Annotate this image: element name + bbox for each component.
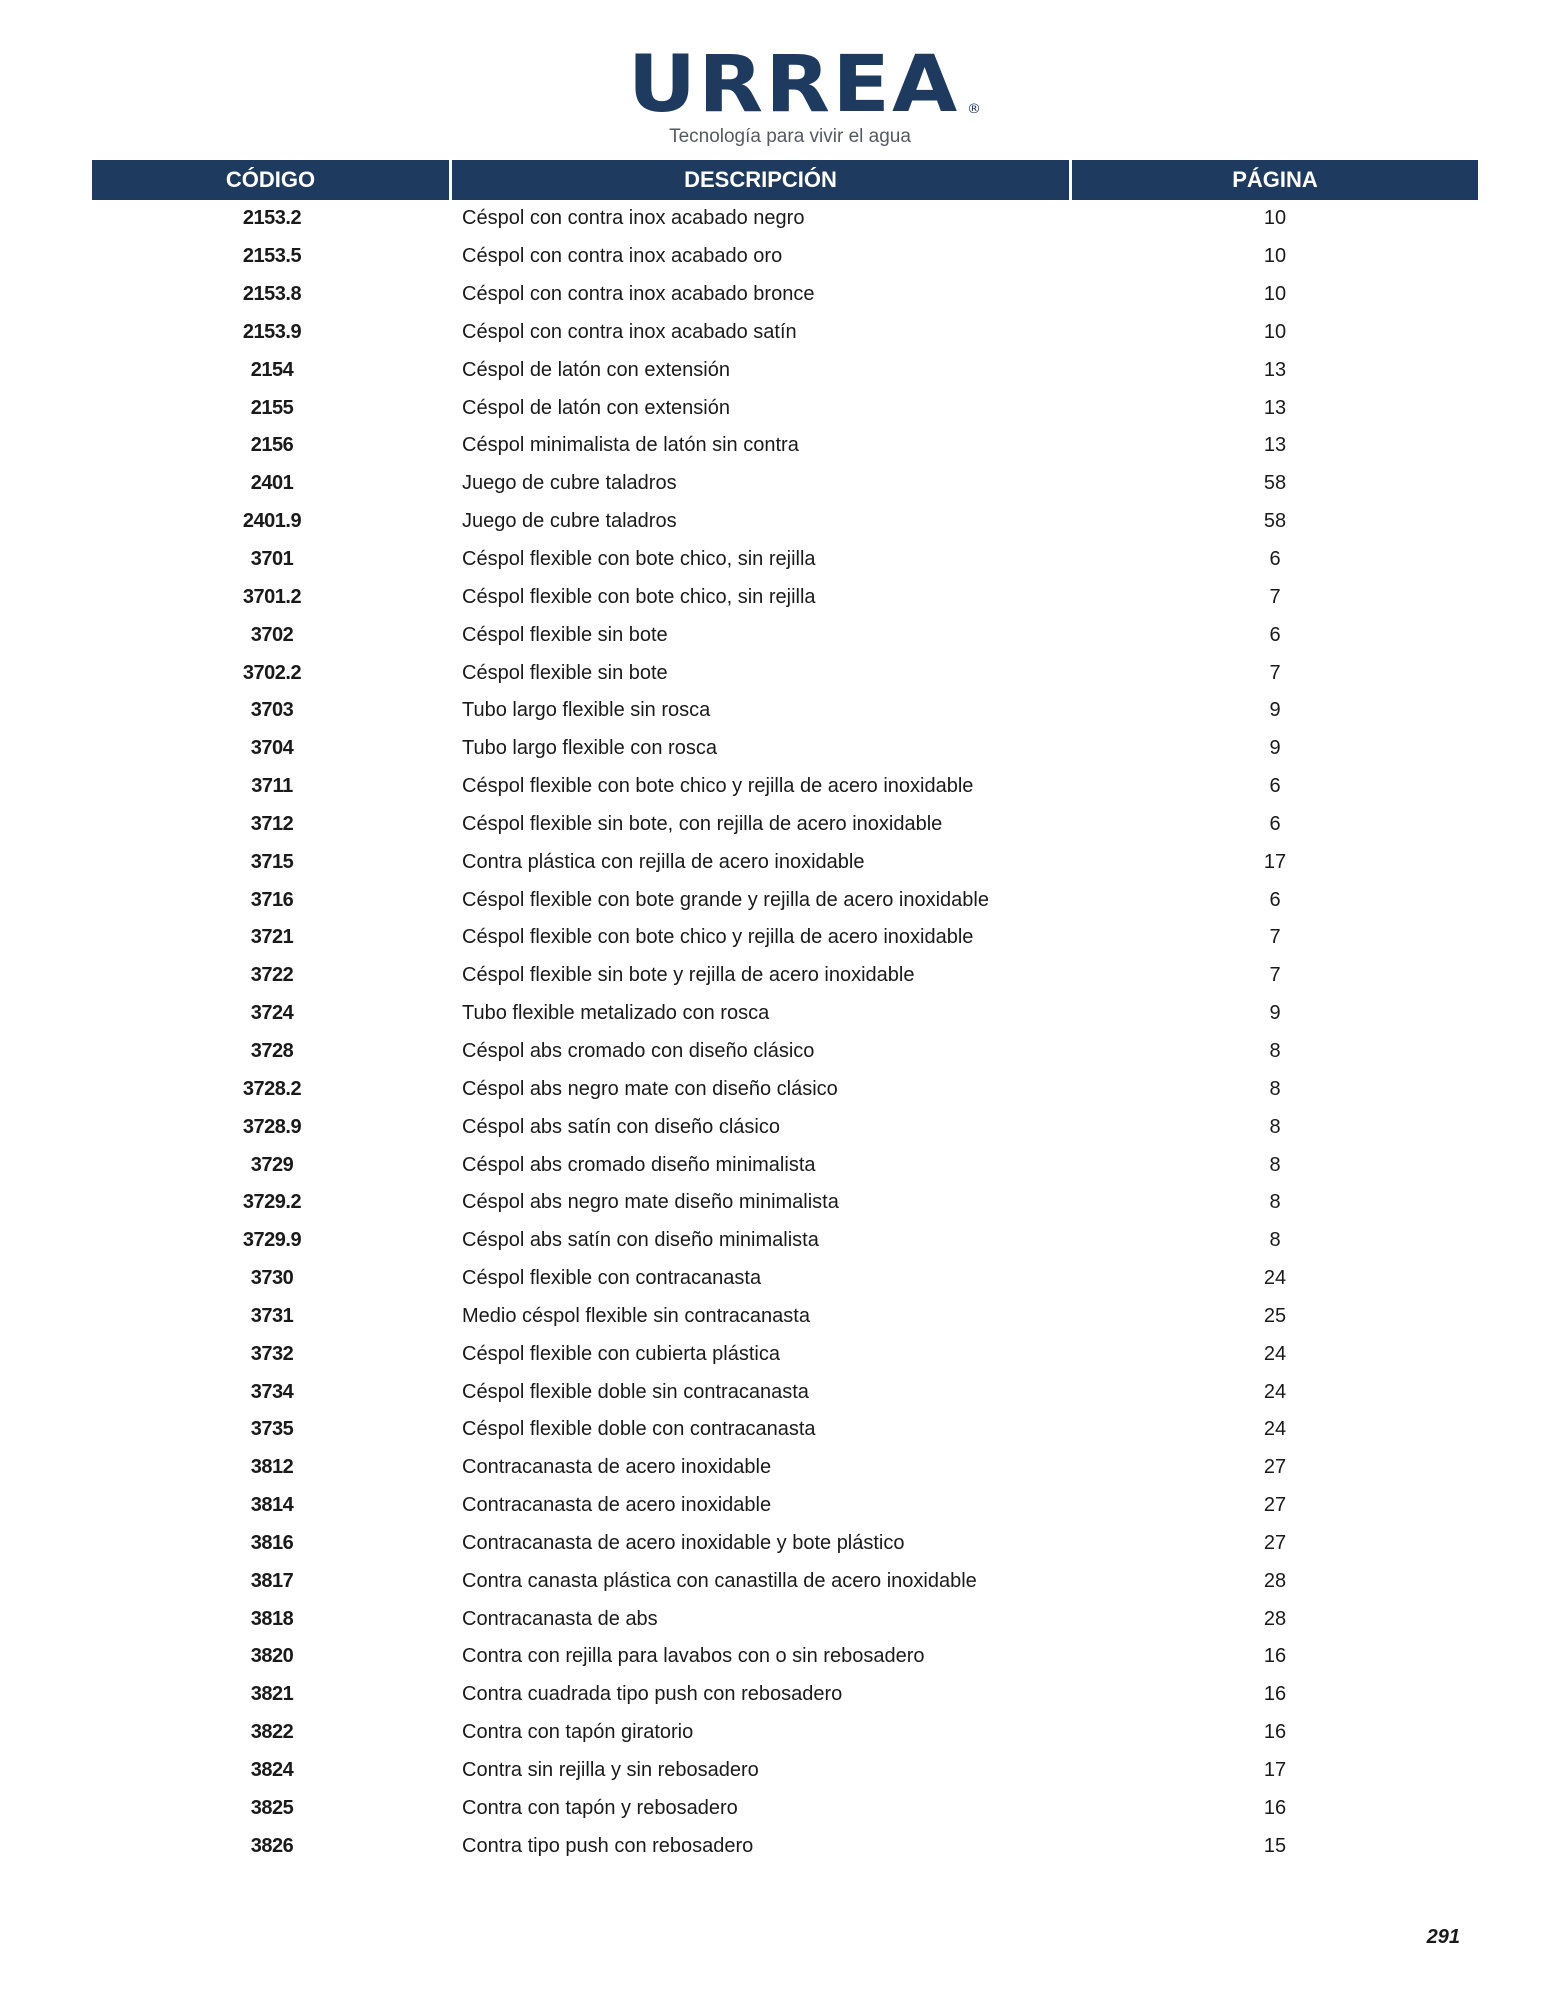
table-row xyxy=(92,389,1478,427)
cell-code: 3728 xyxy=(250,1039,294,1062)
cell-page: 8 xyxy=(1269,1153,1281,1176)
table-row xyxy=(92,806,1478,844)
cell-description: Céspol flexible doble con contracanasta xyxy=(462,1418,816,1441)
cell-description: Céspol flexible con bote chico, sin rejilla xyxy=(462,585,816,608)
cell-description: Céspol abs negro mate con diseño clásico xyxy=(462,1077,838,1100)
cell-page: 27 xyxy=(1263,1531,1287,1554)
cell-description: Contra plástica con rejilla de acero inoxidable xyxy=(462,850,865,873)
cell-page: 13 xyxy=(1263,396,1287,419)
cell-description: Contracanasta de acero inoxidable y bote plástico xyxy=(462,1531,905,1554)
cell-code: 3821 xyxy=(250,1683,294,1706)
cell-code: 3701 xyxy=(250,548,294,571)
cell-description: Tubo largo flexible con rosca xyxy=(462,737,717,760)
cell-description: Céspol con contra inox acabado oro xyxy=(462,245,783,268)
registered-mark: ® xyxy=(966,102,984,117)
cell-code: 3728.2 xyxy=(242,1077,302,1100)
table-row xyxy=(92,314,1478,352)
table-row xyxy=(92,1411,1478,1449)
table-row xyxy=(92,654,1478,692)
cell-code: 3711 xyxy=(251,775,293,798)
table-row xyxy=(92,200,1478,238)
cell-page: 17 xyxy=(1263,1759,1287,1782)
cell-code: 2401 xyxy=(250,472,294,495)
cell-description: Tubo flexible metalizado con rosca xyxy=(462,1002,770,1025)
table-row xyxy=(92,1714,1478,1752)
cell-page: 6 xyxy=(1269,548,1281,571)
cell-code: 3704 xyxy=(250,737,294,760)
cell-page: 24 xyxy=(1263,1267,1287,1290)
index-table-container xyxy=(92,160,1478,1865)
cell-code: 3826 xyxy=(250,1834,294,1857)
cell-code: 3820 xyxy=(250,1645,294,1668)
cell-code: 3818 xyxy=(250,1607,294,1630)
cell-description: Céspol flexible con bote grande y rejilla de acero inoxidable xyxy=(462,888,989,911)
column-header-code: CÓDIGO xyxy=(92,160,452,200)
cell-code: 3734 xyxy=(250,1380,294,1403)
cell-page: 16 xyxy=(1263,1796,1287,1819)
cell-code: 3730 xyxy=(250,1267,294,1290)
table-body xyxy=(92,200,1478,1865)
table-row xyxy=(92,1752,1478,1790)
table-row xyxy=(92,768,1478,806)
cell-description: Contracanasta de abs xyxy=(462,1607,658,1630)
table-row xyxy=(92,276,1478,314)
cell-code: 3724 xyxy=(250,1002,294,1025)
cell-page: 9 xyxy=(1269,737,1281,760)
cell-page: 58 xyxy=(1263,510,1287,533)
cell-description: Céspol de latón con extensión xyxy=(462,358,730,381)
cell-description: Tubo largo flexible sin rosca xyxy=(462,699,711,722)
table-row xyxy=(92,1638,1478,1676)
page-number: 291 xyxy=(1426,1926,1460,1948)
cell-description: Céspol abs satín con diseño minimalista xyxy=(462,1229,819,1252)
cell-description: Juego de cubre taladros xyxy=(462,510,677,533)
cell-page: 6 xyxy=(1269,775,1281,798)
cell-page: 17 xyxy=(1263,850,1287,873)
table-row xyxy=(92,1335,1478,1373)
cell-description: Juego de cubre taladros xyxy=(462,472,677,495)
table-row xyxy=(92,995,1478,1033)
cell-page: 6 xyxy=(1269,812,1281,835)
cell-code: 2153.5 xyxy=(242,245,302,268)
table-row xyxy=(92,238,1478,276)
cell-description: Céspol flexible sin bote xyxy=(462,623,668,646)
table-row xyxy=(92,1297,1478,1335)
cell-page: 8 xyxy=(1269,1115,1281,1138)
table-row xyxy=(92,616,1478,654)
cell-description: Contracanasta de acero inoxidable xyxy=(462,1456,772,1479)
cell-code: 2153.8 xyxy=(242,283,302,306)
table-row xyxy=(92,1562,1478,1600)
cell-code: 3716 xyxy=(250,888,294,911)
cell-page: 27 xyxy=(1263,1456,1287,1479)
logo-wordmark: URREA ® xyxy=(627,40,984,130)
table-row xyxy=(92,1487,1478,1525)
cell-code: 3812 xyxy=(250,1456,294,1479)
table-row xyxy=(92,578,1478,616)
cell-page: 9 xyxy=(1269,1002,1281,1025)
table-row xyxy=(92,730,1478,768)
cell-description: Céspol abs negro mate diseño minimalista xyxy=(462,1191,839,1214)
cell-page: 16 xyxy=(1263,1645,1287,1668)
cell-code: 3732 xyxy=(250,1342,294,1365)
cell-description: Contra con tapón giratorio xyxy=(462,1721,694,1744)
cell-page: 8 xyxy=(1269,1229,1281,1252)
cell-page: 16 xyxy=(1263,1683,1287,1706)
cell-description: Céspol flexible sin bote, con rejilla de acero inoxidable xyxy=(462,812,943,835)
cell-page: 16 xyxy=(1263,1721,1287,1744)
cell-description: Céspol con contra inox acabado bronce xyxy=(462,283,815,306)
cell-description: Céspol flexible con bote chico, sin rejilla xyxy=(462,548,816,571)
table-row xyxy=(92,1827,1478,1865)
cell-page: 13 xyxy=(1263,434,1287,457)
table-header-row xyxy=(92,160,1478,200)
cell-code: 3729.9 xyxy=(242,1229,302,1252)
column-header-page: PÁGINA xyxy=(1072,160,1478,200)
cell-description: Contra canasta plástica con canastilla de acero inoxidable xyxy=(462,1569,977,1592)
cell-code: 3729 xyxy=(250,1153,294,1176)
cell-code: 3817 xyxy=(250,1569,294,1592)
cell-code: 3702.2 xyxy=(242,661,302,684)
table-row xyxy=(92,919,1478,957)
cell-description: Céspol flexible con cubierta plástica xyxy=(462,1342,780,1365)
cell-page: 8 xyxy=(1269,1077,1281,1100)
cell-description: Contra con rejilla para lavabos con o sin rebosadero xyxy=(462,1645,925,1668)
cell-page: 25 xyxy=(1263,1304,1287,1327)
cell-description: Céspol flexible con bote chico y rejilla de acero inoxidable xyxy=(462,775,974,798)
table-row xyxy=(92,1676,1478,1714)
cell-page: 9 xyxy=(1269,699,1281,722)
cell-page: 27 xyxy=(1263,1494,1287,1517)
cell-page: 28 xyxy=(1263,1569,1287,1592)
cell-code: 2153.2 xyxy=(242,207,302,230)
cell-description: Céspol minimalista de latón sin contra xyxy=(462,434,799,457)
cell-page: 15 xyxy=(1263,1834,1287,1857)
table-row xyxy=(92,881,1478,919)
table-row xyxy=(92,957,1478,995)
cell-page: 10 xyxy=(1263,245,1287,268)
cell-page: 7 xyxy=(1269,661,1281,684)
table-row xyxy=(92,1600,1478,1638)
table-row xyxy=(92,692,1478,730)
cell-code: 3731 xyxy=(250,1304,294,1327)
column-header-description: DESCRIPCIÓN xyxy=(452,160,1072,200)
cell-page: 7 xyxy=(1269,964,1281,987)
cell-description: Contra sin rejilla y sin rebosadero xyxy=(462,1759,759,1782)
cell-code: 3822 xyxy=(250,1721,294,1744)
cell-description: Céspol abs cromado diseño minimalista xyxy=(462,1153,816,1176)
cell-page: 24 xyxy=(1263,1418,1287,1441)
cell-code: 3701.2 xyxy=(242,585,302,608)
cell-page: 58 xyxy=(1263,472,1287,495)
cell-description: Céspol flexible sin bote y rejilla de acero inoxidable xyxy=(462,964,915,987)
cell-description: Céspol flexible doble sin contracanasta xyxy=(462,1380,809,1403)
cell-code: 2401.9 xyxy=(242,510,302,533)
table-row xyxy=(92,1033,1478,1071)
cell-page: 13 xyxy=(1263,358,1287,381)
table-row xyxy=(92,541,1478,579)
cell-description: Céspol con contra inox acabado negro xyxy=(462,207,805,230)
cell-code: 3729.2 xyxy=(242,1191,302,1214)
cell-code: 3824 xyxy=(250,1759,294,1782)
cell-description: Céspol flexible sin bote xyxy=(462,661,668,684)
cell-description: Contra cuadrada tipo push con rebosadero xyxy=(462,1683,843,1706)
cell-code: 3702 xyxy=(250,623,294,646)
table-row xyxy=(92,1184,1478,1222)
cell-page: 24 xyxy=(1263,1342,1287,1365)
cell-description: Céspol de latón con extensión xyxy=(462,396,730,419)
index-table xyxy=(92,160,1478,1865)
cell-code: 2153.9 xyxy=(242,320,302,343)
cell-page: 24 xyxy=(1263,1380,1287,1403)
cell-page: 8 xyxy=(1269,1039,1281,1062)
cell-description: Contracanasta de acero inoxidable xyxy=(462,1494,772,1517)
cell-code: 3721 xyxy=(250,926,294,949)
table-row xyxy=(92,1449,1478,1487)
cell-description: Céspol flexible con contracanasta xyxy=(462,1267,762,1290)
table-row xyxy=(92,1789,1478,1827)
table-row xyxy=(92,427,1478,465)
logo-tagline: Tecnología para vivir el agua xyxy=(669,126,911,147)
cell-page: 10 xyxy=(1263,283,1287,306)
table-row xyxy=(92,1260,1478,1298)
table-row xyxy=(92,351,1478,389)
cell-page: 28 xyxy=(1263,1607,1287,1630)
cell-description: Contra tipo push con rebosadero xyxy=(462,1834,754,1857)
cell-code: 3735 xyxy=(250,1418,294,1441)
table-row xyxy=(92,465,1478,503)
table-row xyxy=(92,843,1478,881)
cell-description: Contra con tapón y rebosadero xyxy=(462,1796,738,1819)
cell-code: 3814 xyxy=(250,1494,294,1517)
cell-description: Céspol con contra inox acabado satín xyxy=(462,320,797,343)
cell-page: 6 xyxy=(1269,888,1281,911)
cell-description: Céspol abs satín con diseño clásico xyxy=(462,1115,780,1138)
cell-code: 2155 xyxy=(250,396,294,419)
cell-code: 3816 xyxy=(250,1531,294,1554)
cell-code: 3722 xyxy=(250,964,294,987)
cell-page: 10 xyxy=(1263,207,1287,230)
cell-page: 7 xyxy=(1269,585,1281,608)
cell-page: 8 xyxy=(1269,1191,1281,1214)
cell-code: 3825 xyxy=(250,1796,294,1819)
table-row xyxy=(92,1373,1478,1411)
brand-logo xyxy=(627,40,984,148)
table-row xyxy=(92,503,1478,541)
cell-description: Céspol abs cromado con diseño clásico xyxy=(462,1039,815,1062)
cell-page: 6 xyxy=(1269,623,1281,646)
cell-code: 3715 xyxy=(250,850,294,873)
cell-description: Céspol flexible con bote chico y rejilla de acero inoxidable xyxy=(462,926,974,949)
cell-code: 2154 xyxy=(250,358,294,381)
table-row xyxy=(92,1525,1478,1563)
cell-page: 7 xyxy=(1269,926,1281,949)
cell-code: 3728.9 xyxy=(242,1115,302,1138)
table-row xyxy=(92,1070,1478,1108)
cell-description: Medio céspol flexible sin contracanasta xyxy=(462,1304,810,1327)
table-row xyxy=(92,1222,1478,1260)
cell-code: 3712 xyxy=(250,812,294,835)
cell-code: 3703 xyxy=(250,699,294,722)
cell-code: 2156 xyxy=(250,434,294,457)
cell-page: 10 xyxy=(1263,320,1287,343)
table-row xyxy=(92,1146,1478,1184)
table-row xyxy=(92,1108,1478,1146)
